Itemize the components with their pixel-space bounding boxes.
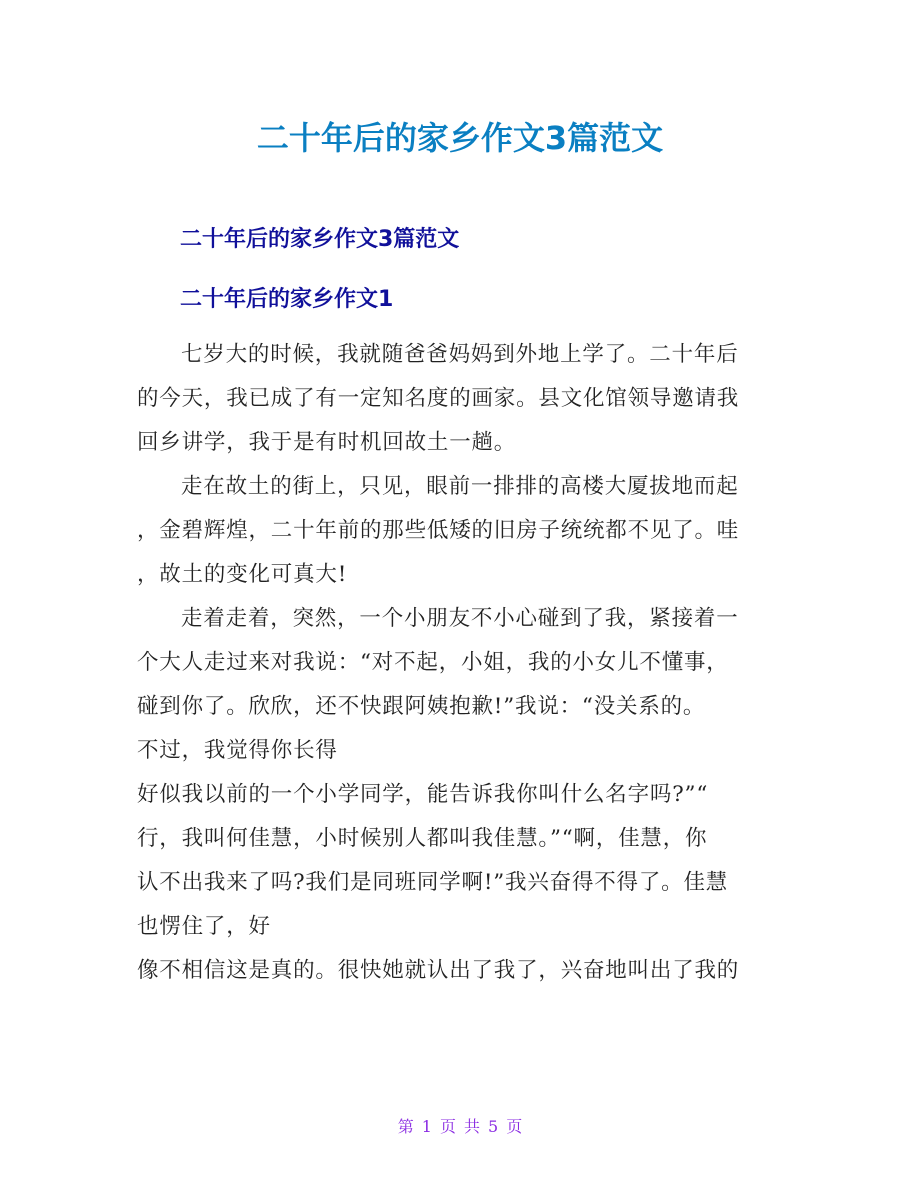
text-line: 的今天，我已成了有一定知名度的画家。县文化馆领导邀请我 <box>137 386 740 411</box>
text-line: ，金碧辉煌，二十年前的那些低矮的旧房子统统都不见了。哇 <box>137 518 740 543</box>
text-line: 碰到你了。欣欣，还不快跟阿姨抱歉!”我说：“没关系的。 <box>137 694 706 719</box>
footer-page-label: 第 <box>397 1117 414 1136</box>
text-line: 七岁大的时候，我就随爸爸妈妈到外地上学了。二十年后 <box>181 342 739 367</box>
document-heading: 二十年后的家乡作文3篇范文 <box>180 227 460 252</box>
text-line: 不过，我觉得你长得 <box>137 738 338 763</box>
document-title: 二十年后的家乡作文3篇范文 <box>256 119 664 157</box>
text-line: 好似我以前的一个小学同学，能告诉我你叫什么名字吗?”“ <box>137 782 709 807</box>
text-line: 行，我叫何佳慧，小时候别人都叫我佳慧。”“啊，佳慧，你 <box>137 826 708 851</box>
text-line: 像不相信这是真的。很快她就认出了我了，兴奋地叫出了我的 <box>137 958 740 983</box>
text-line: 走着走着，突然，一个小朋友不小心碰到了我，紧接着一 <box>181 606 739 631</box>
text-line: 回乡讲学，我于是有时机回故土一趟。 <box>137 430 517 455</box>
footer-total-unit: 页 <box>506 1117 523 1136</box>
section-heading: 二十年后的家乡作文1 <box>180 287 394 312</box>
footer-page-unit: 页 <box>439 1117 456 1136</box>
footer-total-label: 共 <box>464 1117 481 1136</box>
text-line: 也愣住了，好 <box>137 914 271 939</box>
page-footer <box>0 1114 920 1137</box>
text-line: 认不出我来了吗?我们是同班同学啊!”我兴奋得不得了。佳慧 <box>137 870 729 895</box>
footer-page-number: 1 <box>421 1117 432 1136</box>
text-line: 走在故土的街上，只见，眼前一排排的高楼大厦拔地而起 <box>181 474 739 499</box>
footer-total-pages: 5 <box>488 1117 499 1136</box>
text-line: 个大人走过来对我说：“对不起，小姐，我的小女儿不懂事， <box>137 650 729 675</box>
document-body <box>137 333 797 993</box>
text-line: ，故土的变化可真大! <box>137 562 348 587</box>
